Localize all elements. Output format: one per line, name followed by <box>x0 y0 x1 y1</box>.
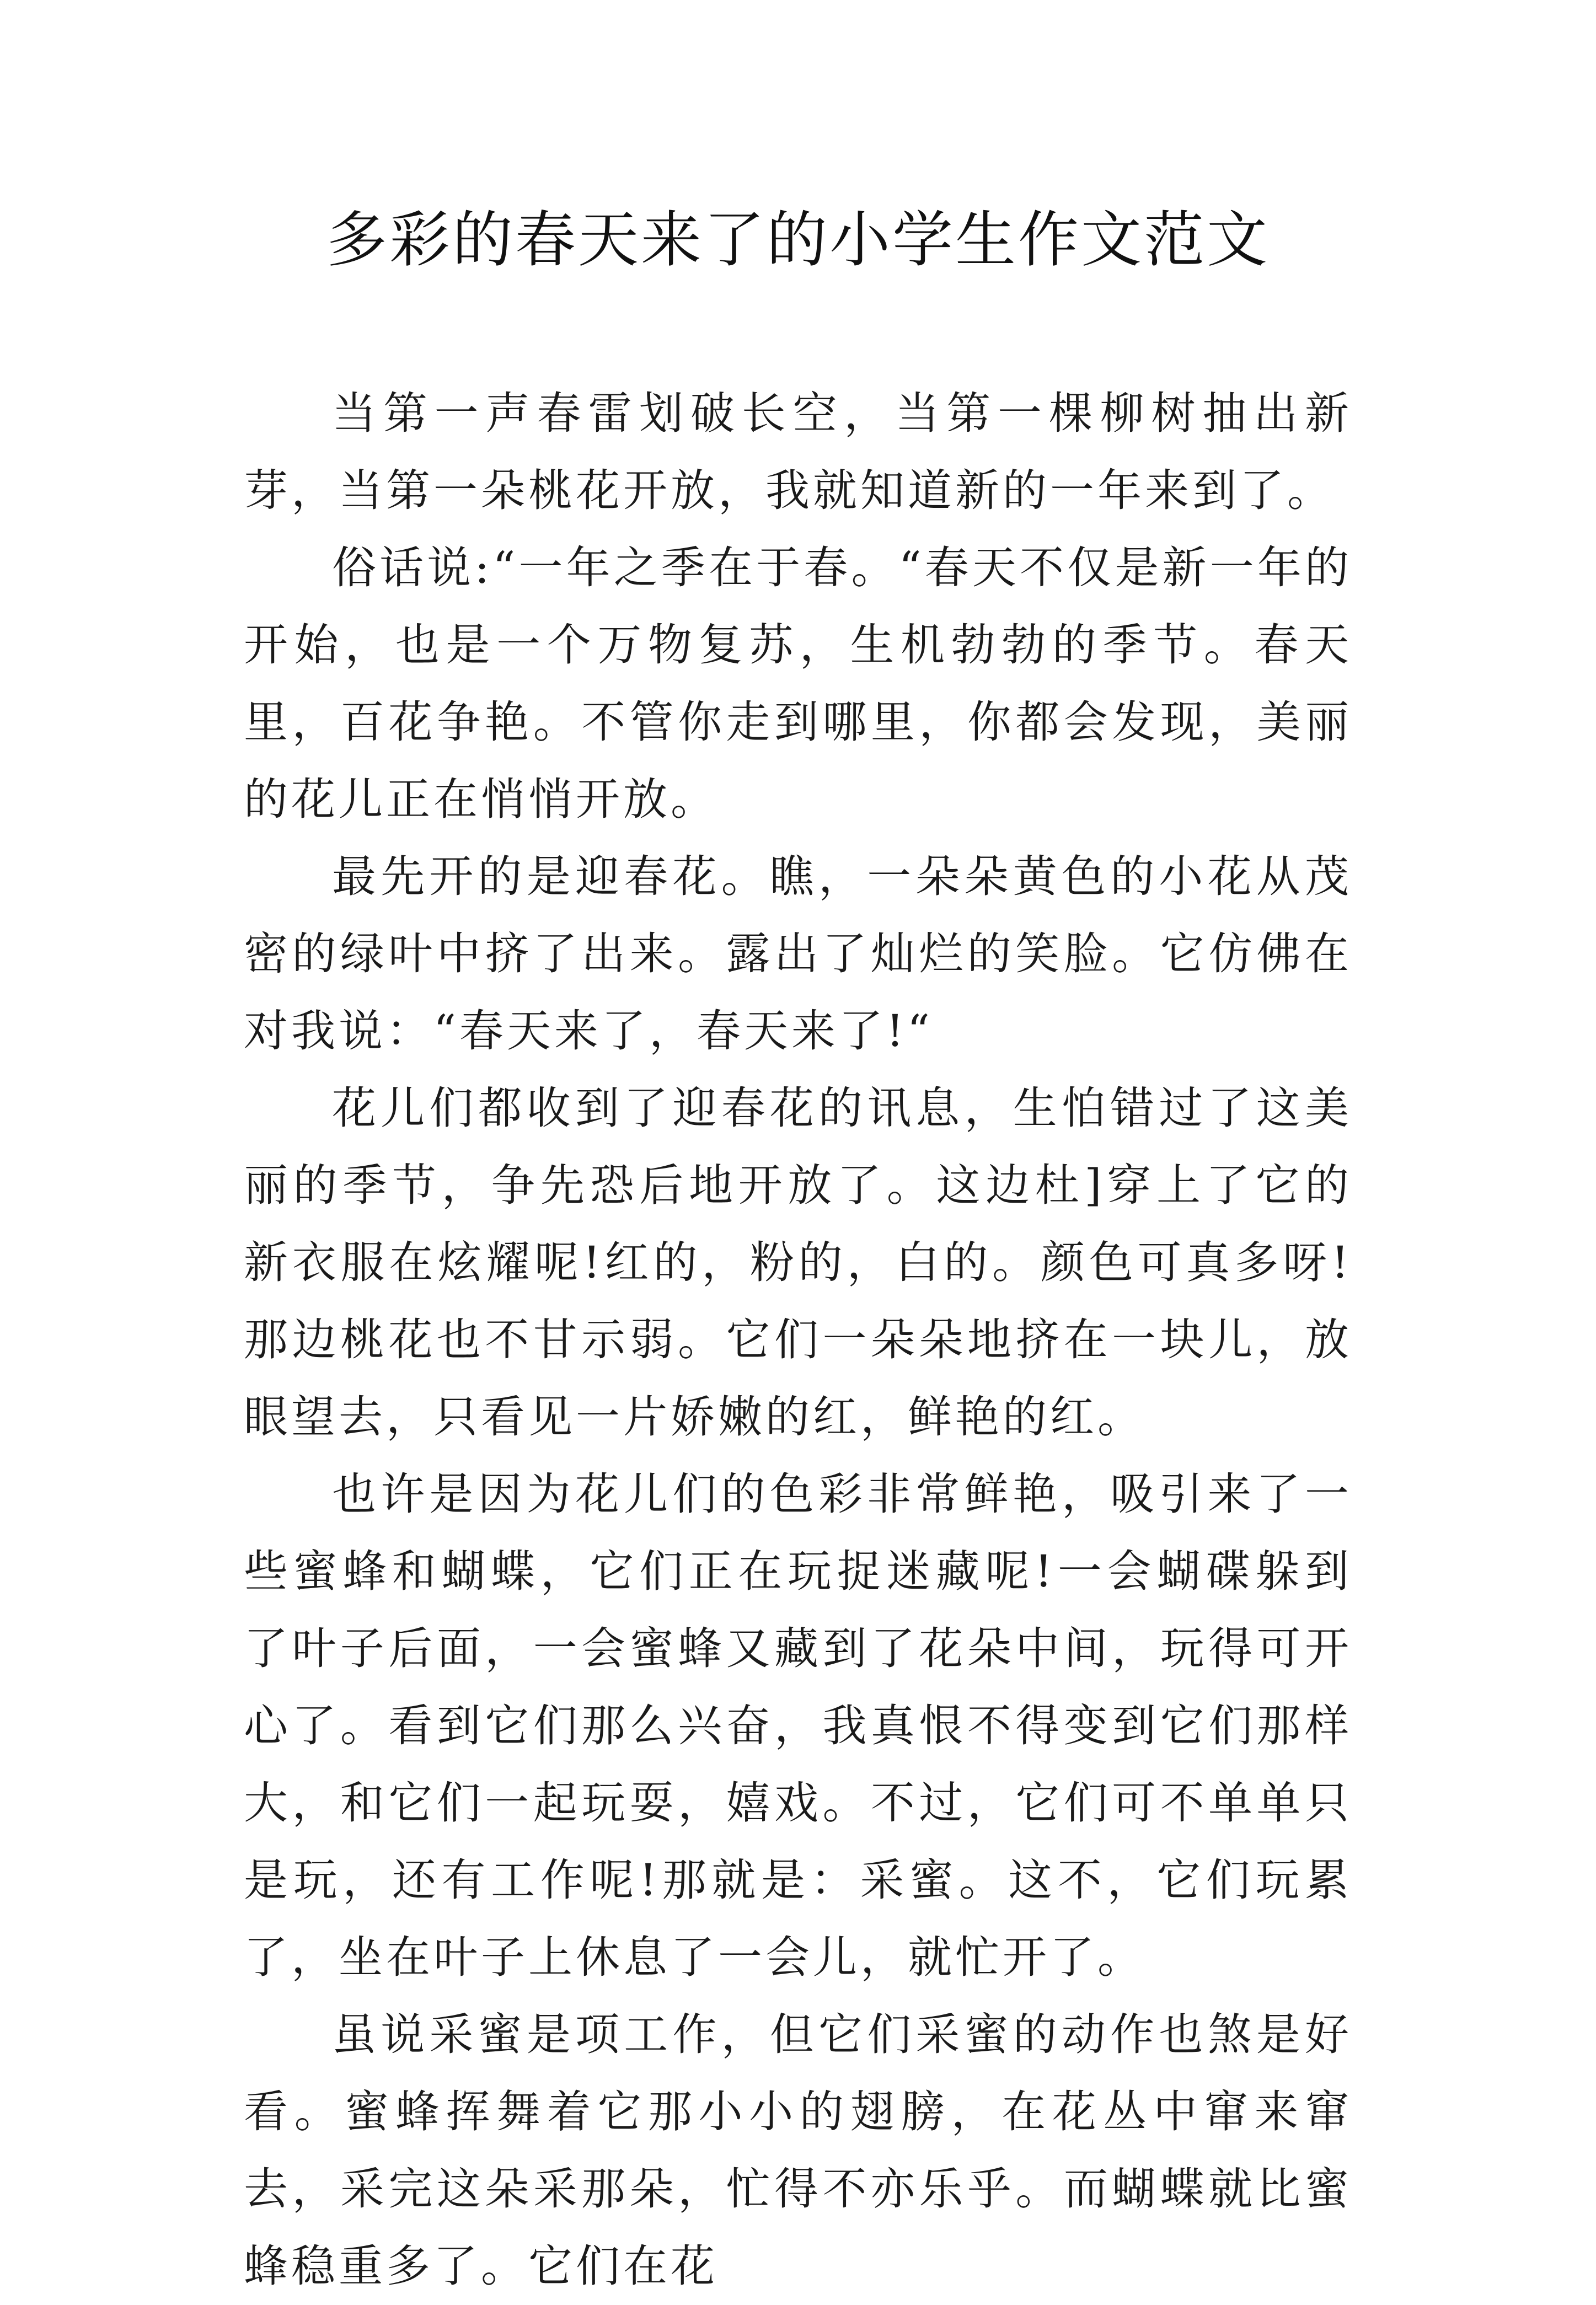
paragraph-3: 最先开的是迎春花。瞧，一朵朵黄色的小花从茂密的绿叶中挤了出来。露出了灿烂的笑脸。它仿佛在对我说：“春天来了，春天来了!“ <box>244 851 1352 1057</box>
document-body <box>244 375 1352 2305</box>
paragraph-5: 也许是因为花儿们的色彩非常鲜艳，吸引来了一些蜜蜂和蝴蝶，它们正在玩捉迷藏呢!一会蝴碟躲到了叶子后面，一会蜜蜂又藏到了花朵中间，玩得可开心了。看到它们那么兴奋，我真恨不得变到它们那样大，和它们一起玩耍，嬉戏。不过，它们可不单单只是玩，还有工作呢!那就是：采蜜。这不，它们玩累了，坐在叶子上休息了一会儿，就忙开了。 <box>244 1468 1352 1983</box>
paragraph-2: 俗话说:“一年之季在于春。“春天不仅是新一年的开始，也是一个万物复苏，生机勃勃的季节。春天里，百花争艳。不管你走到哪里，你都会发现，美丽的花儿正在悄悄开放。 <box>244 542 1352 825</box>
paragraph-6: 虽说采蜜是项工作，但它们采蜜的动作也煞是好看。蜜蜂挥舞着它那小小的翅膀，在花丛中窜来窜去，采完这朵采那朵，忙得不亦乐乎。而蝴蝶就比蜜蜂稳重多了。它们在花 <box>244 2009 1352 2292</box>
paragraph-1: 当第一声春雷划破长空，当第一棵柳树抽出新芽，当第一朵桃花开放，我就知道新的一年来到了。 <box>244 388 1352 516</box>
document-title: 多彩的春天来了的小学生作文范文 <box>326 205 1270 275</box>
paragraph-4: 花儿们都收到了迎春花的讯息，生怕错过了这美丽的季节，争先恐后地开放了。这边杜]穿上了它的新衣服在炫耀呢!红的，粉的，白的。颜色可真多呀!那边桃花也不甘示弱。它们一朵朵地挤在一块儿，放眼望去，只看见一片娇嫩的红，鲜艳的红。 <box>244 1082 1352 1443</box>
